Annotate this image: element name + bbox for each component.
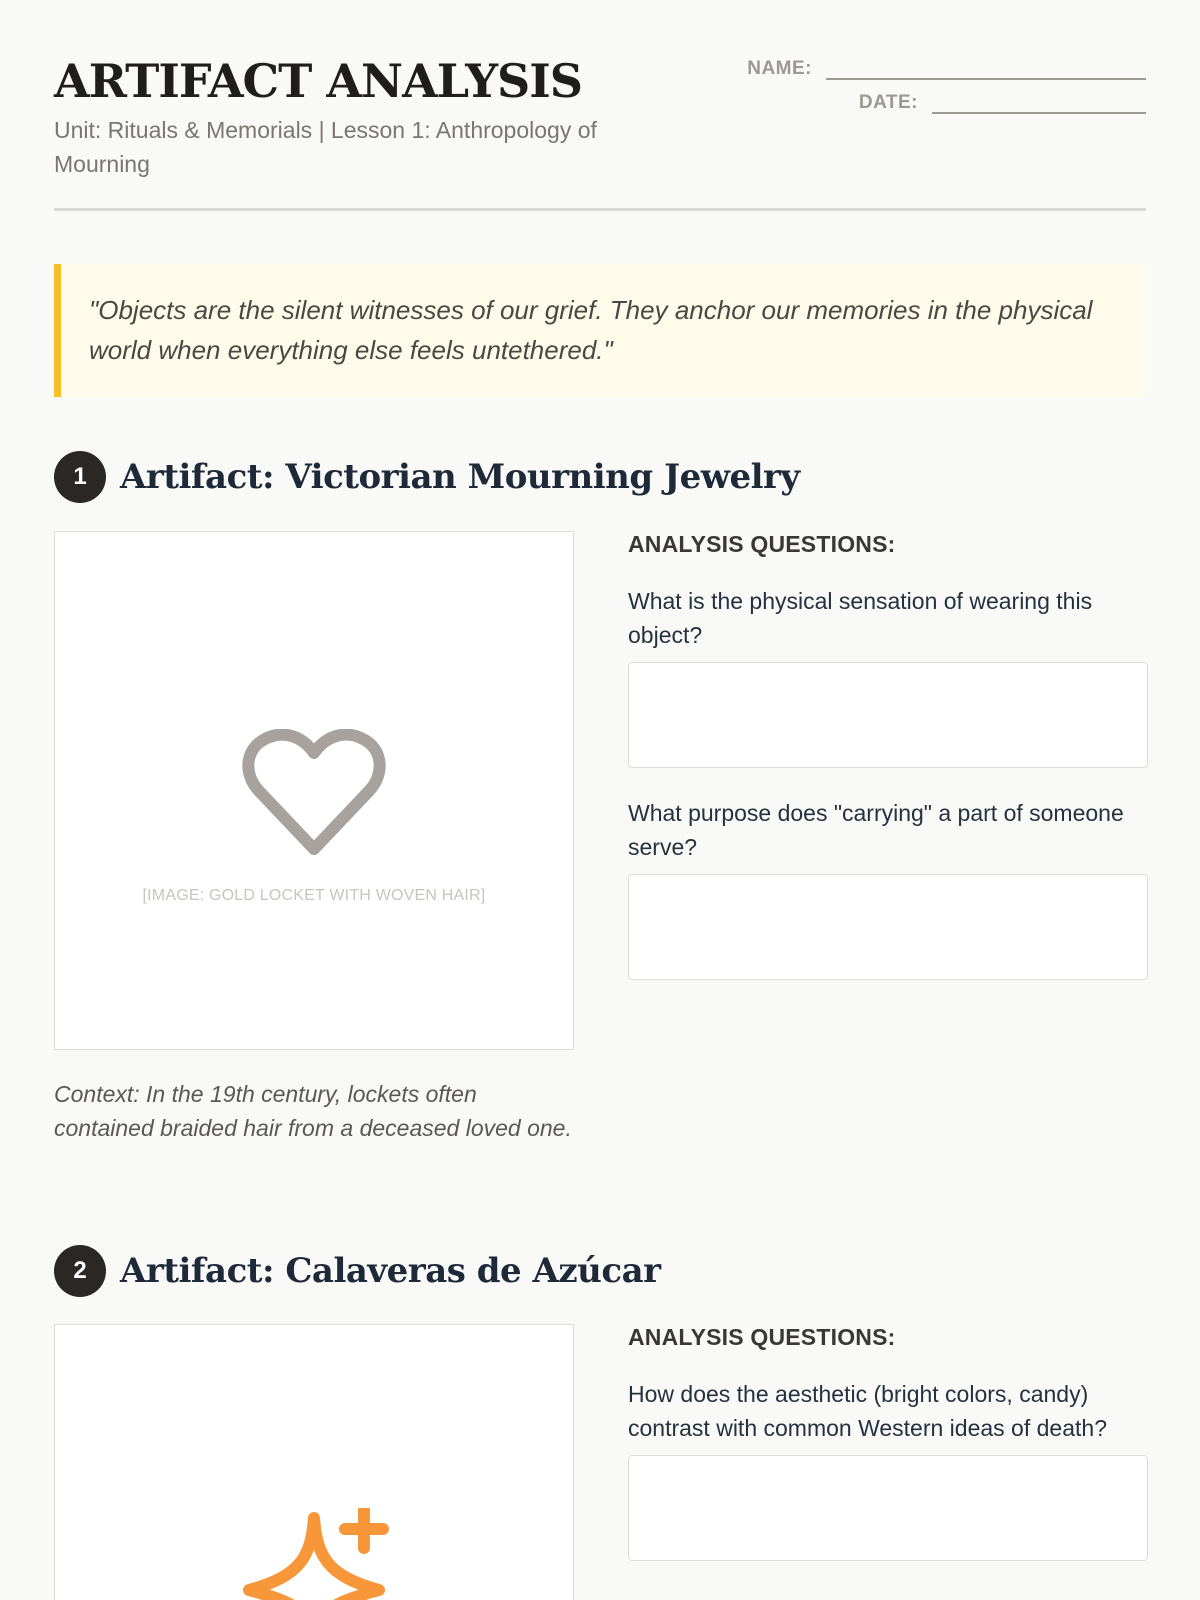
- artifact-image-placeholder: [54, 531, 574, 1050]
- answer-box[interactable]: [628, 1455, 1148, 1561]
- unit-lesson-subtitle: Unit: Rituals & Memorials | Lesson 1: Anthropology of Mourning: [54, 117, 597, 177]
- question-text: What is the physical sensation of wearing this object?: [628, 588, 1093, 648]
- quote-callout: [54, 264, 1146, 397]
- analysis-questions: [628, 531, 1148, 980]
- section-2-header: [54, 1245, 661, 1297]
- analysis-questions: [628, 1324, 1148, 1561]
- name-label: NAME:: [747, 58, 812, 79]
- page-title: ARTIFACT ANALYSIS: [54, 54, 582, 108]
- date-label: DATE:: [858, 92, 918, 113]
- artifact-context: Context: In the 19th century, lockets often contained braided hair from a deceased loved one.: [54, 1081, 572, 1141]
- section-title: Artifact: Calaveras de Azúcar: [120, 1251, 661, 1291]
- questions-heading: ANALYSIS QUESTIONS:: [628, 531, 896, 557]
- answer-box[interactable]: [628, 662, 1148, 768]
- sparkle-plus-icon: [239, 1508, 389, 1600]
- section-1-header: [54, 451, 800, 503]
- section-number-badge: 1: [54, 451, 106, 503]
- date-field-row: [859, 86, 1146, 114]
- question-text: How does the aesthetic (bright colors, candy) contrast with common Western ideas of death?: [628, 1381, 1107, 1441]
- name-input-line[interactable]: [826, 52, 1146, 80]
- quote-text: "Objects are the silent witnesses of our grief. They anchor our memories in the physical world when everything else feels untethered.": [89, 295, 1093, 365]
- artifact-image-placeholder: [54, 1324, 574, 1600]
- questions-heading: ANALYSIS QUESTIONS:: [628, 1324, 896, 1350]
- date-input-line[interactable]: [932, 86, 1146, 114]
- answer-box[interactable]: [628, 874, 1148, 980]
- question-text: What purpose does "carrying" a part of someone serve?: [628, 800, 1124, 860]
- image-caption: [IMAGE: GOLD LOCKET WITH WOVEN HAIR]: [142, 887, 486, 904]
- name-field-row: [747, 52, 1146, 80]
- section-number-badge: 2: [54, 1245, 106, 1297]
- section-title: Artifact: Victorian Mourning Jewelry: [120, 457, 800, 497]
- heart-icon: [239, 729, 389, 859]
- worksheet-header: [54, 0, 1146, 211]
